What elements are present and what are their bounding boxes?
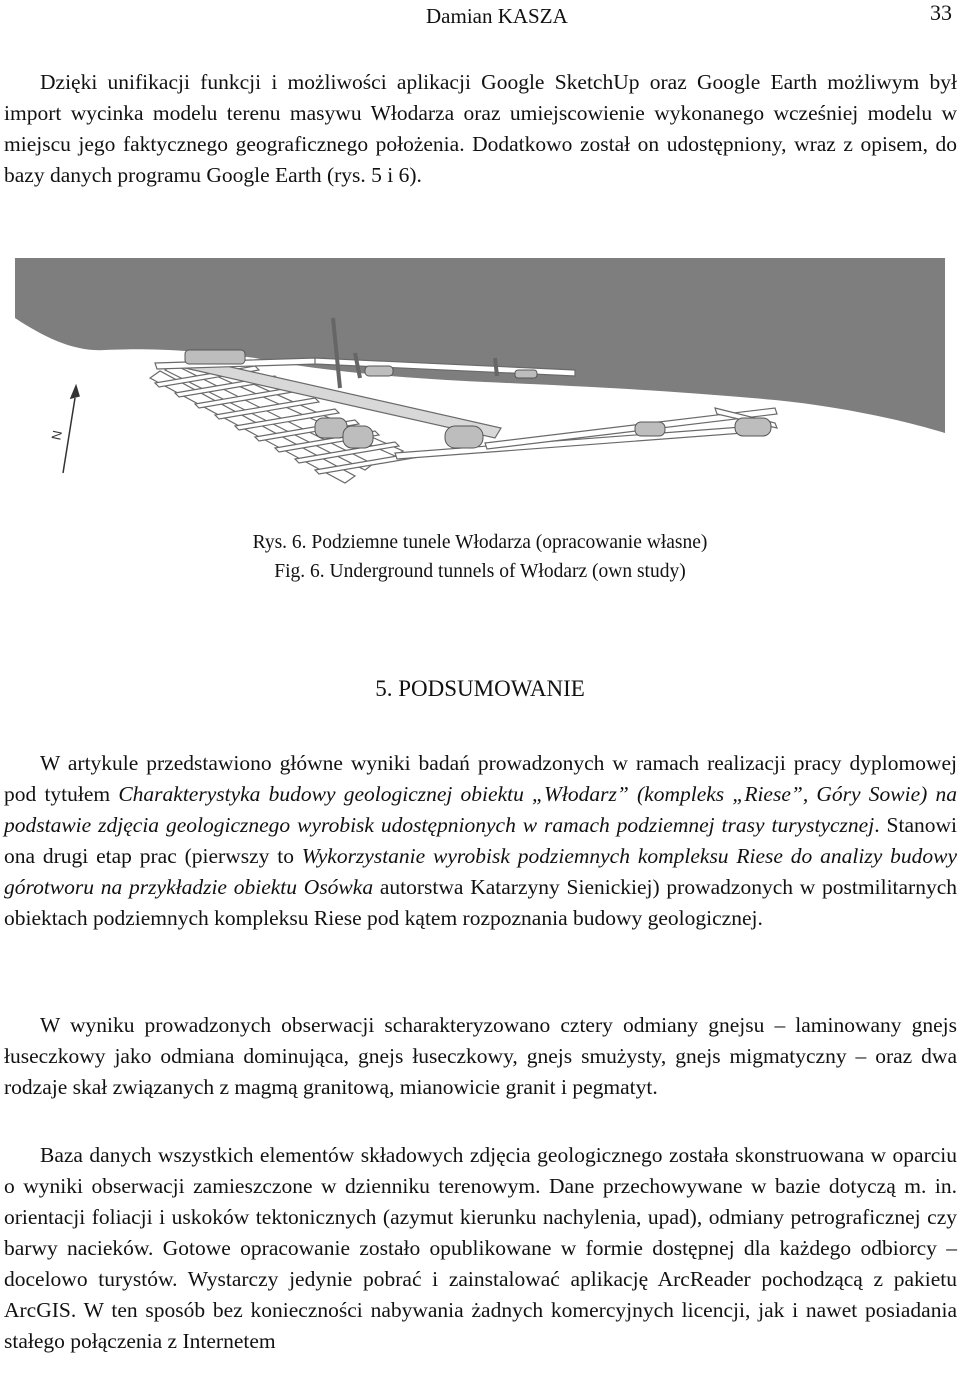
north-arrow-icon (63, 386, 79, 473)
figure-caption-pl: Rys. 6. Podziemne tunele Włodarza (opracowanie własne) (252, 532, 708, 553)
page-number: 33 (930, 0, 952, 25)
section-title: 5. PODSUMOWANIE (375, 676, 585, 701)
p1-text-c: autorstwa Katarzyny Sienickiej) prowadzonych w postmilitarnych obiektach podziemnych kompleksu Riese pod kątem rozpoznania budowy geologicznej. (4, 875, 958, 930)
terrain-surface (15, 258, 945, 433)
figure-caption-en: Fig. 6. Underground tunnels of Włodarz (own study) (274, 561, 686, 582)
previous-thesis-title: Wykorzystanie wyrobisk podziemnych kompleksu Riese do analizy budowy górotworu na przykładzie obiektu Osówka (4, 844, 957, 899)
intro-paragraph (4, 67, 957, 191)
running-header-author: Damian KASZA (426, 4, 568, 28)
p1-text-b: . Stanowi ona drugi etap prac (pierwszy to (4, 813, 957, 868)
p2-text: W wyniku prowadzonych obserwacji scharakteryzowano cztery odmiany gnejsu – laminowany gnejs łuseczkowy jako odmiana dominująca, gnejs łuseczkowy, gnejs smużysty, gnejs migmatyczny – oraz dwa rodzaje skał związanych z magmą granitową, mianowicie granit i pegmatyt. (4, 1013, 957, 1099)
north-label: N (48, 429, 65, 442)
intro-text: Dzięki unifikacji funkcji i możliwości aplikacji Google SketchUp oraz Google Earth możliwym był import wycinka modelu terenu masywu Włodarza oraz umiejscowienie wykonanego wcześniej modelu w miejscu jego faktycznego geograficznego położenia. Dodatkowo został on udostępniony, wraz z opisem, do bazy danych programu Google Earth (rys. 5 i 6). (4, 70, 957, 187)
figure-tunnels-model (15, 258, 945, 508)
summary-paragraph-1 (4, 748, 957, 934)
summary-paragraph-2 (4, 1010, 957, 1103)
summary-paragraph-3 (4, 1140, 957, 1357)
thesis-title: Charakterystyka budowy geologicznej obiektu „Włodarz” (kompleks „Riese”, Góry Sowie) na podstawie zdjęcia geologicznego wyrobisk udostępnionych w ramach podziemnej trasy turystycznej (4, 782, 957, 837)
p1-text-a: W artykule przedstawiono główne wyniki badań prowadzonych w ramach realizacji pracy dyplomowej pod tytułem (4, 751, 957, 806)
p3-text: Baza danych wszystkich elementów składowych zdjęcia geologicznego została skonstruowana w oparciu o wyniki obserwacji zamieszczone w dzienniku terenowym. Dane przechowywane w bazie dotyczą m. in. orientacji foliacji i uskoków tektonicznych (azymut kierunku nachylenia, upad), odmiany petrograficznej czy barwy nacieków. Gotowe opracowanie zostało opublikowane w formie dostępnej dla każdego odbiorcy – docelowo turystów. Wystarczy jedynie pobrać i zainstalować aplikację ArcReader pochodzącą z pakietu ArcGIS. W ten sposób bez konieczności nabywania żadnych komercyjnych licencji, jak i nawet posiadania stałego połączenia z Internetem (4, 1143, 957, 1353)
